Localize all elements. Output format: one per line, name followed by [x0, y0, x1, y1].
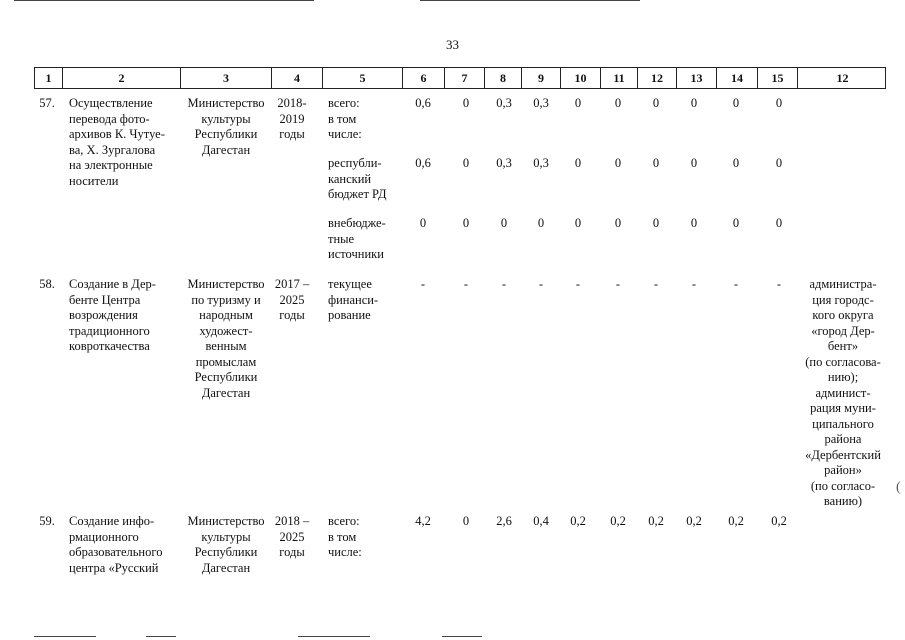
funding-source: в том — [328, 111, 357, 126]
funding-source: в том — [328, 529, 357, 544]
value-cell: 0,3 — [533, 156, 549, 170]
co-executor-note: админист- — [815, 385, 871, 400]
value-cell: - — [420, 277, 426, 291]
value-cell: 0,2 — [570, 514, 586, 528]
value-cell: 0 — [462, 156, 470, 170]
executor: венным — [205, 339, 247, 353]
value-cell: 0,3 — [496, 96, 512, 110]
executor: Министерство — [187, 514, 265, 528]
value-cell: 0 — [652, 156, 660, 170]
co-executor-note: администра- — [809, 277, 877, 291]
header-col-11: 11 — [601, 68, 638, 88]
co-executor-note: (по согласова- — [805, 354, 881, 369]
co-executor-note: «город Дер- — [811, 323, 875, 338]
value-cell: 0,2 — [771, 514, 787, 528]
executor: народным — [199, 308, 253, 322]
funding-source: внебюдже- — [328, 216, 386, 230]
period: 2017 – — [274, 277, 310, 291]
measure-name: на электронные — [69, 158, 153, 172]
value-cell: 0 — [574, 156, 582, 170]
measure-name: носители — [69, 173, 119, 188]
value-cell: 0 — [614, 216, 622, 230]
value-cell: - — [691, 277, 697, 291]
value-cell: 0,3 — [496, 156, 512, 170]
row-number: 58. — [39, 277, 55, 291]
header-col-3: 3 — [181, 68, 272, 88]
value-cell: - — [733, 277, 739, 291]
header-col-1: 1 — [35, 68, 63, 88]
measure-name: Создание в Дер- — [69, 277, 156, 291]
executor: культуры — [201, 529, 251, 544]
executor: Дагестан — [201, 385, 251, 400]
period: 2025 — [279, 529, 305, 544]
funding-source: текущее — [328, 277, 372, 291]
executor: Дагестан — [201, 142, 251, 157]
measure-name: традиционного — [69, 323, 150, 338]
value-cell: 0,6 — [415, 156, 431, 170]
period: годы — [279, 545, 305, 559]
period: 2018 – — [274, 514, 310, 528]
header-col-15: 15 — [758, 68, 798, 88]
value-cell: 0 — [652, 216, 660, 230]
co-executor-note: кого округа — [812, 308, 874, 322]
bottom-rule-2 — [146, 636, 176, 637]
co-executor-note: район» — [824, 463, 862, 477]
header-col-10: 10 — [561, 68, 601, 88]
header-col-2: 2 — [63, 68, 181, 88]
value-cell: - — [776, 277, 782, 291]
executor: Министерство — [187, 277, 265, 291]
measure-name: ковроткачества — [69, 339, 150, 353]
measure-name: Создание инфо- — [69, 514, 155, 528]
value-cell: 0 — [690, 156, 698, 170]
header-col-7: 7 — [445, 68, 485, 88]
value-cell: - — [501, 277, 507, 291]
header-col-14: 14 — [717, 68, 758, 88]
bottom-rule-3 — [298, 636, 370, 637]
bottom-rule-1 — [34, 636, 96, 637]
co-executor-note: нию); — [827, 370, 859, 384]
header-col-8: 8 — [485, 68, 522, 88]
executor: художест- — [199, 323, 253, 338]
header-col-9: 9 — [522, 68, 561, 88]
value-cell: 0 — [775, 96, 783, 110]
value-cell: - — [538, 277, 544, 291]
value-cell: 0 — [732, 156, 740, 170]
header-col-16: 12 — [836, 71, 849, 85]
funding-source: бюджет РД — [328, 187, 387, 201]
value-cell: 0,2 — [686, 514, 702, 528]
executor: по туризму и — [191, 292, 261, 307]
funding-source: рование — [328, 308, 371, 322]
value-cell: 0 — [690, 96, 698, 110]
co-executor-note: ципального — [812, 416, 874, 431]
value-cell: 0 — [574, 216, 582, 230]
funding-source: финанси- — [328, 292, 379, 307]
value-cell: - — [575, 277, 581, 291]
bottom-rule-4 — [442, 636, 482, 637]
value-cell: 4,2 — [415, 514, 431, 528]
value-cell: 0,6 — [415, 96, 431, 110]
value-cell: 0 — [462, 216, 470, 230]
value-cell: - — [463, 277, 469, 291]
value-cell: 0 — [614, 156, 622, 170]
table-header — [34, 67, 886, 89]
executor: Дагестан — [201, 560, 251, 575]
value-cell: 0,2 — [648, 514, 664, 528]
measure-name: рмационного — [69, 529, 139, 544]
value-cell: - — [615, 277, 621, 291]
co-executor-note: «Дербентский — [805, 447, 881, 462]
value-cell: 0 — [462, 96, 470, 110]
row-number: 57. — [39, 96, 55, 110]
row-number: 59. — [39, 514, 55, 528]
funding-source: всего: — [328, 96, 360, 110]
header-col-12: 12 — [638, 68, 677, 88]
value-cell: 0,2 — [610, 514, 626, 528]
value-cell: 0 — [419, 216, 427, 230]
value-cell: 0 — [732, 216, 740, 230]
executor: культуры — [201, 111, 251, 126]
value-cell: 0 — [775, 216, 783, 230]
measure-name: архивов К. Чутуе- — [69, 127, 165, 141]
executor: Республики — [194, 370, 258, 384]
value-cell: 0,4 — [533, 514, 549, 528]
co-executor-note: ванию) — [823, 494, 863, 508]
measure-name: образовательного — [69, 545, 163, 559]
header-col-4: 4 — [272, 68, 323, 88]
period: годы — [279, 308, 305, 322]
co-executor-note: ция городс- — [812, 292, 874, 307]
measure-name: центра «Русский — [69, 560, 159, 575]
value-cell: 0 — [614, 96, 622, 110]
value-cell: 0 — [500, 216, 508, 230]
measure-name: перевода фото- — [69, 111, 150, 126]
value-cell: 0 — [690, 216, 698, 230]
value-cell: 0 — [537, 216, 545, 230]
top-rule-right — [420, 0, 640, 1]
measure-name: бенте Центра — [69, 292, 141, 307]
measure-name: возрождения — [69, 308, 138, 322]
funding-source: всего: — [328, 514, 360, 528]
funding-source: республи- — [328, 156, 382, 170]
co-executor-note: бент» — [827, 339, 859, 353]
period: 2018- — [277, 96, 307, 110]
value-cell: - — [653, 277, 659, 291]
value-cell: 0 — [462, 514, 470, 528]
period: 2019 — [279, 111, 305, 126]
value-cell: 0 — [775, 156, 783, 170]
funding-source: числе: — [328, 545, 362, 559]
period: 2025 — [279, 292, 305, 307]
co-executor-note: района — [824, 432, 862, 446]
measure-name: ва, Х. Зургалова — [69, 142, 156, 157]
executor: Республики — [194, 545, 258, 559]
value-cell: 0,2 — [728, 514, 744, 528]
value-cell: 0 — [732, 96, 740, 110]
value-cell: 0 — [574, 96, 582, 110]
header-col-13: 13 — [677, 68, 717, 88]
header-col-5: 5 — [323, 68, 403, 88]
measure-name: Осуществление — [69, 96, 153, 110]
funding-source: канский — [328, 171, 372, 186]
value-cell: 0,3 — [533, 96, 549, 110]
co-executor-note: рация муни- — [810, 401, 876, 415]
executor: промыслам — [195, 354, 257, 369]
funding-source: тные — [328, 231, 355, 246]
page-edge-mark: ( — [896, 480, 901, 495]
executor: Министерство — [187, 96, 265, 110]
executor: Республики — [194, 127, 258, 141]
funding-source: числе: — [328, 127, 362, 141]
period: годы — [279, 127, 305, 141]
value-cell: 0 — [652, 96, 660, 110]
top-rule-left — [14, 0, 314, 1]
header-col-6: 6 — [403, 68, 445, 88]
co-executor-note: (по согласо- — [810, 478, 876, 493]
value-cell: 2,6 — [496, 514, 512, 528]
page-number: 33 — [446, 37, 459, 52]
funding-source: источники — [328, 247, 384, 261]
